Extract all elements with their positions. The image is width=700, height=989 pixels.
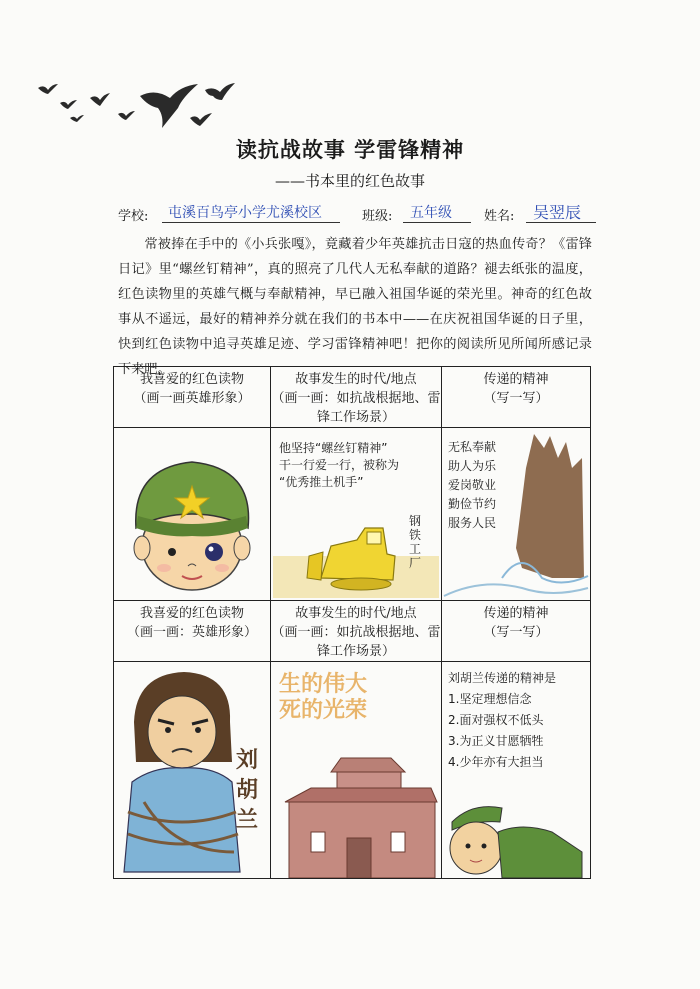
name-value: 吴翌辰 [533, 203, 582, 222]
reading-record-table [113, 366, 591, 879]
steel-factory-label [409, 514, 421, 570]
spirit-line: 爱岗敬业 [448, 478, 497, 492]
note-line: “优秀推土机手” [279, 475, 364, 489]
table-header-row [114, 367, 591, 428]
class-label: 班级: [362, 209, 393, 224]
header-line2: （画一画：如抗战根据地、雷锋工作场景） [271, 391, 441, 425]
liu-hulan-name-vertical [236, 746, 258, 836]
handwritten-note [279, 440, 439, 491]
handwritten-spirit-list [448, 438, 496, 533]
drawing-bulldozer-scene [271, 428, 442, 601]
name-label: 姓名: [484, 209, 515, 224]
name-char: 兰 [236, 808, 259, 833]
label-char: 厂 [409, 556, 422, 570]
header-line2: （画一画：如抗战根据地、雷锋工作场景） [271, 625, 441, 659]
spirit-line: 助人为乐 [448, 459, 497, 473]
header-cell-spirit [442, 601, 591, 662]
drawing-soldier-boy [114, 428, 271, 601]
header-cell-place [271, 601, 442, 662]
student-info-row [118, 202, 598, 226]
page-subtitle: ——书本里的红色故事 [274, 172, 425, 190]
header-line1: 故事发生的时代/地点 [295, 606, 417, 621]
header-line1: 传递的精神 [483, 372, 549, 387]
header-line2: （画一画：英雄形象） [126, 625, 257, 640]
school-value: 屯溪百鸟亭小学尤溪校区 [168, 205, 322, 221]
slogan-line: 生的伟大 [279, 672, 368, 697]
spirit-line: 服务人民 [448, 516, 497, 530]
header-line2: （写一写） [483, 391, 549, 406]
banner-slogan [279, 672, 367, 724]
header-line1: 我喜爱的红色读物 [139, 606, 244, 621]
class-value: 五年级 [410, 205, 452, 221]
school-underline [162, 222, 340, 223]
spirit-line: 刘胡兰传递的精神是 [448, 671, 557, 685]
note-line: 干一行爱一行，被称为 [279, 458, 400, 472]
table-drawing-row [114, 428, 591, 601]
header-cell-hero [114, 367, 271, 428]
spirit-line: 3.为正义甘愿牺牲 [448, 734, 544, 748]
table-header-row [114, 601, 591, 662]
header-cell-spirit [442, 367, 591, 428]
drawing-liu-hulan [114, 662, 271, 879]
spirit-line: 1.坚定理想信念 [448, 692, 532, 706]
table-drawing-row [114, 662, 591, 879]
drawing-spirit-text [442, 662, 591, 879]
handwritten-spirit-list [448, 668, 556, 773]
name-char: 刘 [236, 748, 259, 773]
class-underline [403, 222, 471, 223]
boy-soldier-drawing [114, 428, 269, 600]
spirit-line: 4.少年亦有大担当 [448, 755, 544, 769]
spirit-line: 2.面对强权不低头 [448, 713, 544, 727]
header-line1: 传递的精神 [483, 606, 549, 621]
page-title: 读抗战故事 学雷锋精神 [235, 137, 465, 162]
label-char: 工 [409, 542, 422, 556]
intro-paragraph: 常被捧在手中的《小兵张嘎》，竟藏着少年英雄抗击日寇的热血传奇？《雷锋日记》里“螺丝钉精神”，真的照亮了几代人无私奉献的道路？褪去纸张的温度，红色读物里的英雄气概与奉献精神，早已融入祖国华诞的荣光里。神奇的红色故事从不遥远，最好的精神养分就在我们的书本中——在庆祝祖国华诞的日子里，快到红色读物中追寻英雄足迹、学习雷锋精神吧！把你的阅读所见所闻所感记录下来吧。 [118, 237, 592, 377]
header-line2: （画一画英雄形象） [133, 391, 251, 406]
slogan-line: 死的光荣 [279, 698, 368, 723]
drawing-spirit-notes [442, 428, 591, 601]
label-char: 钢 [409, 514, 422, 528]
header-line2: （写一写） [483, 625, 549, 640]
header-cell-place [271, 367, 442, 428]
drawing-house-scene [271, 662, 442, 879]
note-line: 他坚持“螺丝钉精神” [279, 441, 388, 455]
header-cell-hero [114, 601, 271, 662]
name-char: 胡 [236, 778, 259, 803]
spirit-line: 勤俭节约 [448, 497, 497, 511]
header-line1: 我喜爱的红色读物 [139, 372, 244, 387]
header-line1: 故事发生的时代/地点 [295, 372, 417, 387]
school-label: 学校: [118, 209, 149, 224]
label-char: 铁 [409, 528, 422, 542]
spirit-line: 无私奉献 [448, 440, 497, 454]
name-underline [526, 222, 596, 223]
flying-birds-decoration [30, 78, 260, 138]
